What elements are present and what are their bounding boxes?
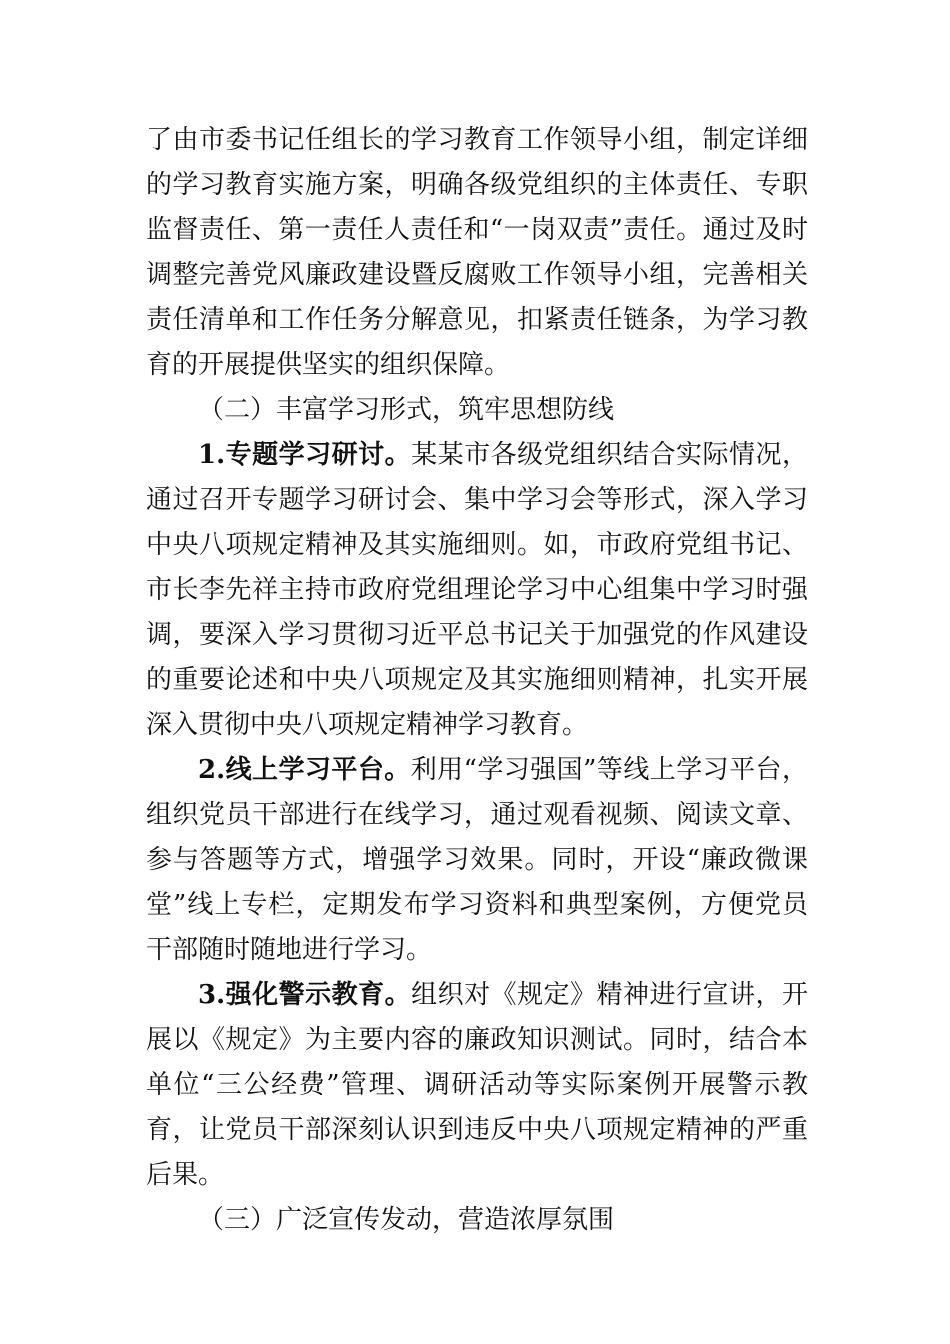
list-item-3-lead: 3.强化警示教育。 (198, 980, 412, 1010)
list-item-3 (146, 973, 808, 1198)
section-heading-2: （二）丰富学习形式，筑牢思想防线 (198, 395, 615, 425)
document-page (146, 118, 808, 1243)
list-item-2-text: 利用“学习强国”等线上学习平台，组织党员干部进行在线学习，通过观看视频、阅读文章、参与答题等方式，增强学习效果。同时，开设“廉政微课堂”线上专栏，定期发布学习资料和典型案例，方便党员干部随时随地进行学习。 (146, 755, 808, 965)
list-item-2-lead: 2.线上学习平台。 (198, 755, 411, 785)
list-item-2 (146, 748, 808, 973)
body-paragraph-continued: 了由市委书记任组长的学习教育工作领导小组，制定详细的学习教育实施方案，明确各级党组织的主体责任、专职监督责任、第一责任人责任和“一岗双责”责任。通过及时调整完善党风廉政建设暨反腐败工作领导小组，完善相关责任清单和工作任务分解意见，扣紧责任链条，为学习教育的开展提供坚实的组织保障。 (146, 125, 808, 380)
list-item-1-lead: 1.专题学习研讨。 (198, 440, 412, 470)
list-item-1 (146, 433, 808, 748)
list-item-1-text: 某某市各级党组织结合实际情况，通过召开专题学习研讨会、集中学习会等形式，深入学习中央八项规定精神及其实施细则。如，市政府党组书记、市长李先祥主持市政府党组理论学习中心组集中学习时强调，要深入学习贯彻习近平总书记关于加强党的作风建设的重要论述和中央八项规定及其实施细则精神，扎实开展深入贯彻中央八项规定精神学习教育。 (146, 440, 808, 740)
list-item-3-text: 组织对《规定》精神进行宣讲，开展以《规定》为主要内容的廉政知识测试。同时，结合本单位“三公经费”管理、调研活动等实际案例开展警示教育，让党员干部深刻认识到违反中央八项规定精神的严重后果。 (146, 980, 808, 1190)
section-heading-3: （三）广泛宣传发动，营造浓厚氛围 (198, 1205, 615, 1235)
